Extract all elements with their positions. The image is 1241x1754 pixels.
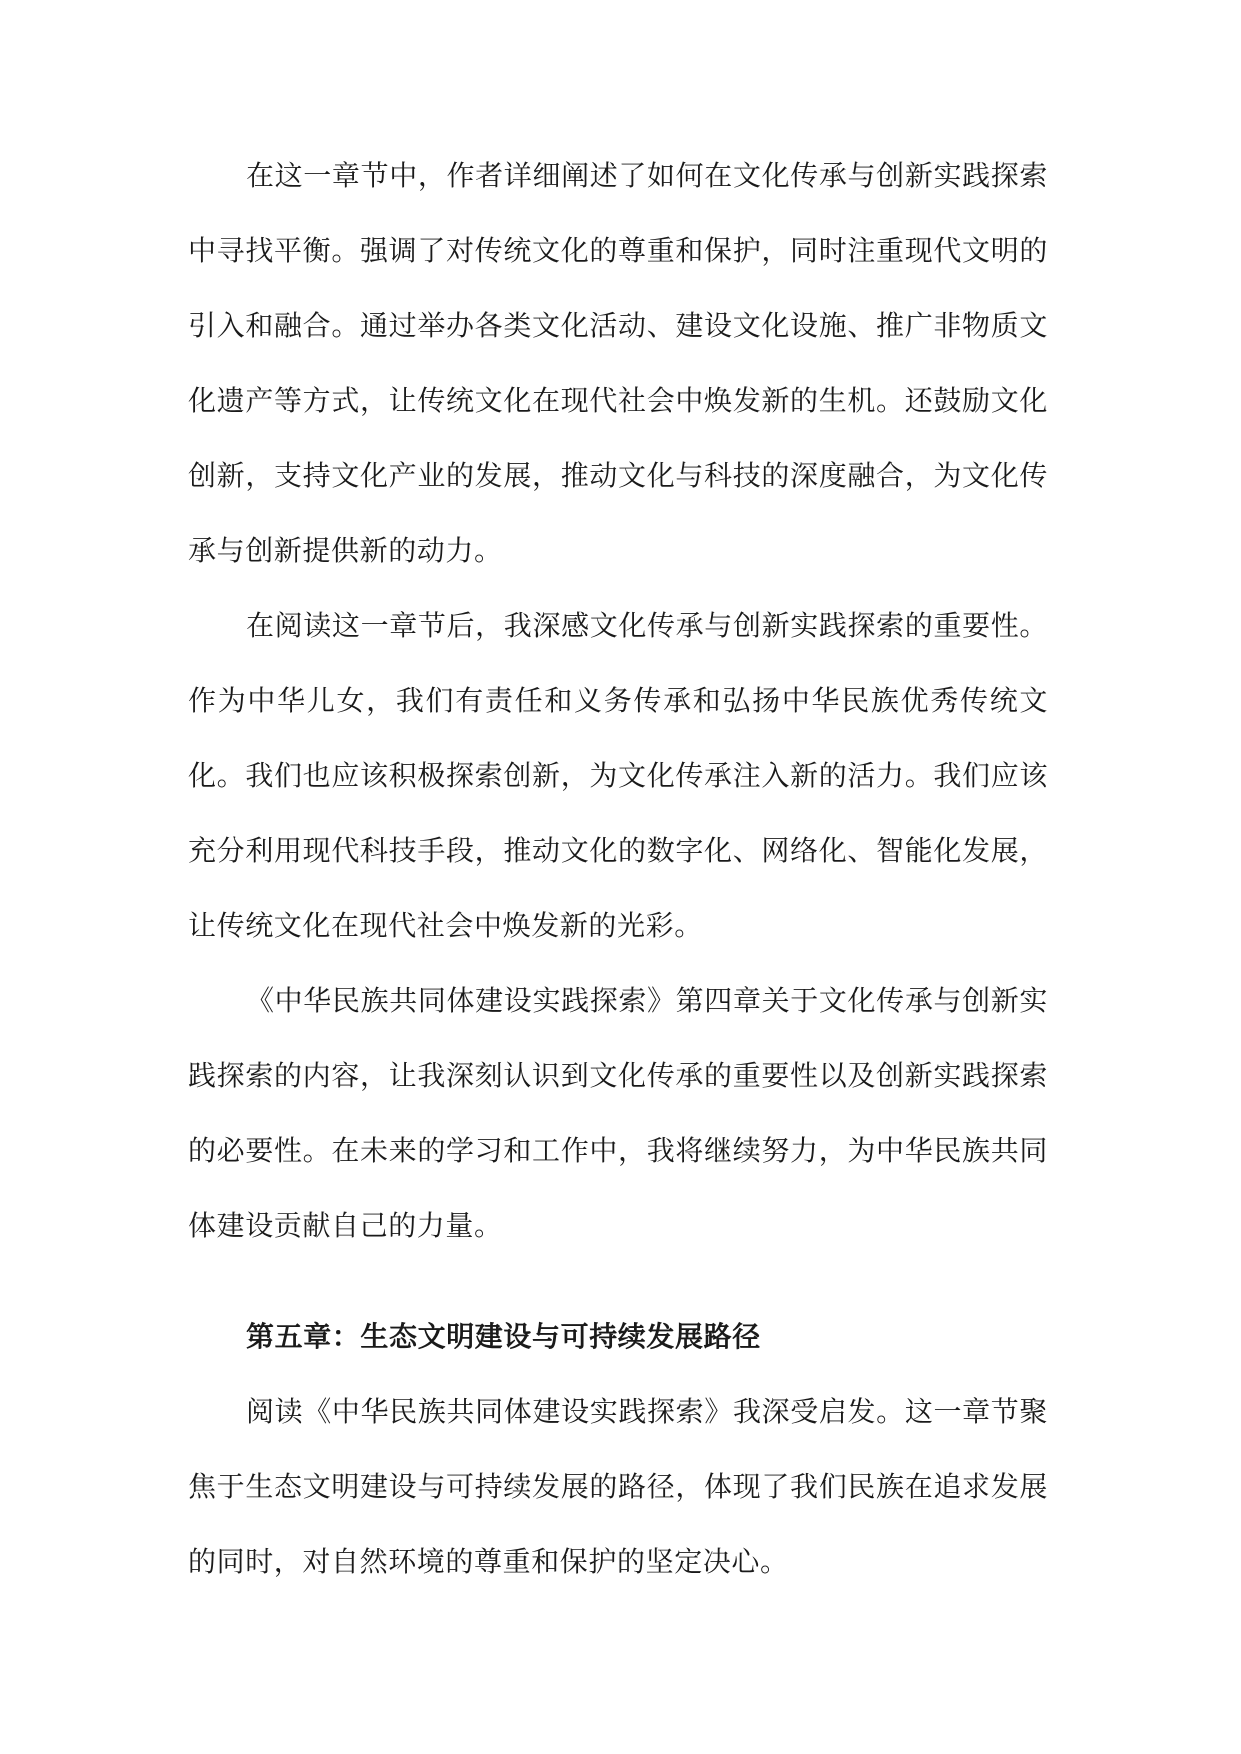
body-paragraph: 在这一章节中，作者详细阐述了如何在文化传承与创新实践探索中寻找平衡。强调了对传统文化的尊重和保护，同时注重现代文明的引入和融合。通过举办各类文化活动、建设文化设施、推广非物质文化遗产等方式，让传统文化在现代社会中焕发新的生机。还鼓励文化创新，支持文化产业的发展，推动文化与科技的深度融合，为文化传承与创新提供新的动力。 <box>188 159 1048 567</box>
body-paragraph: 《中华民族共同体建设实践探索》第四章关于文化传承与创新实践探索的内容，让我深刻认识到文化传承的重要性以及创新实践探索的必要性。在未来的学习和工作中，我将继续努力，为中华民族共同体建设贡献自己的力量。 <box>188 984 1048 1242</box>
body-paragraph: 在阅读这一章节后，我深感文化传承与创新实践探索的重要性。作为中华儿女，我们有责任和义务传承和弘扬中华民族优秀传统文化。我们也应该积极探索创新，为文化传承注入新的活力。我们应该充分利用现代科技手段，推动文化的数字化、网络化、智能化发展，让传统文化在现代社会中焕发新的光彩。 <box>188 609 1048 942</box>
document-page <box>188 138 1048 1599</box>
body-paragraph: 阅读《中华民族共同体建设实践探索》我深受启发。这一章节聚焦于生态文明建设与可持续发展的路径，体现了我们民族在追求发展的同时，对自然环境的尊重和保护的坚定决心。 <box>188 1395 1048 1578</box>
section-heading: 第五章：生态文明建设与可持续发展路径 <box>246 1320 761 1353</box>
